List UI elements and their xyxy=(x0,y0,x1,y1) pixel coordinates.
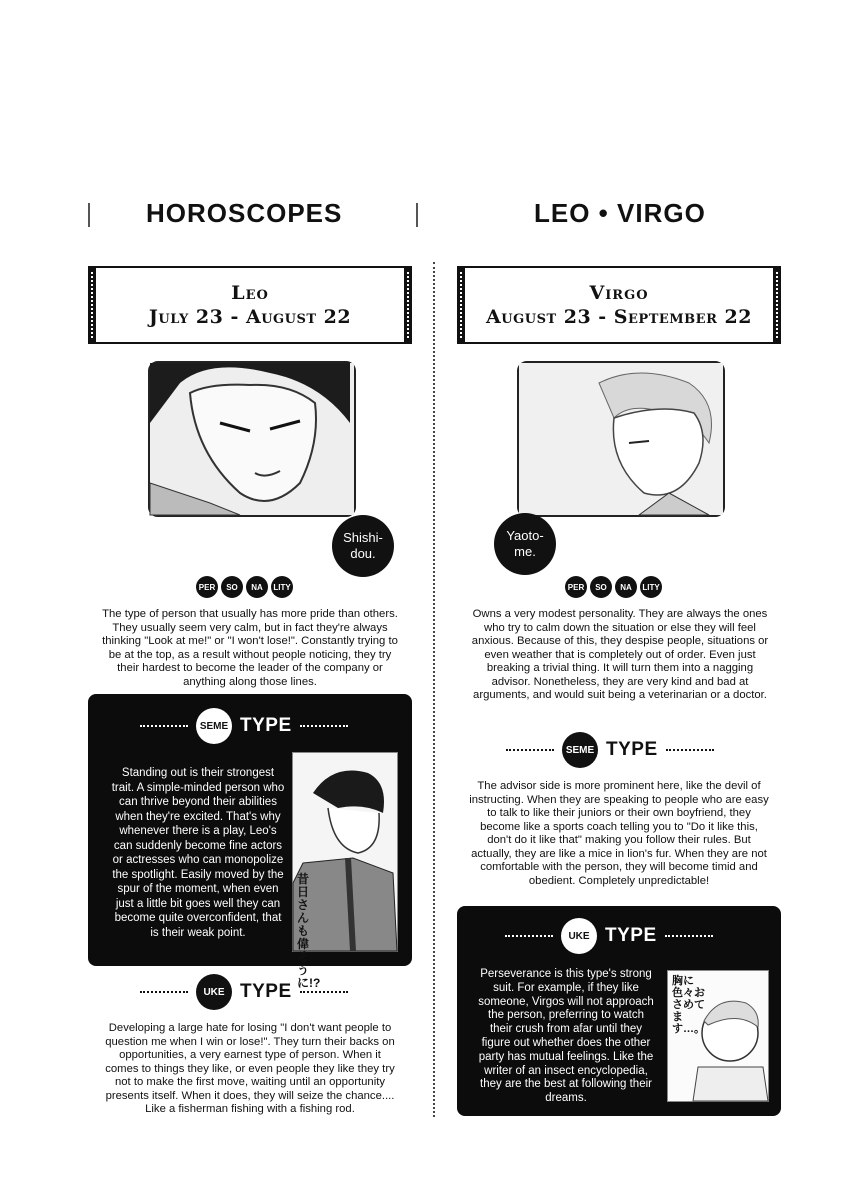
type-word: TYPE xyxy=(240,715,292,736)
dotted-rule xyxy=(665,935,713,937)
virgo-uke-text: Perseverance is this type's strong suit. For example, if they like someone, Virgos will not approach the person, preferring to watch their crush from afar until they figure out whether does the other party has mutual feelings. Like the writer of an insect encyclopedia, they are the best at following their dreams. xyxy=(478,968,654,1105)
leo-seme-panel xyxy=(88,694,412,990)
page-title-right: LEO • VIRGO xyxy=(534,198,706,228)
pill: PER xyxy=(196,576,218,598)
pill: LITY xyxy=(640,576,662,598)
leo-seme-inset-caption: 昔日さんも偉そうに!? xyxy=(297,872,321,990)
pill: LITY xyxy=(271,576,293,598)
leo-seme-heading xyxy=(140,708,348,744)
uke-badge: UKE xyxy=(561,918,597,954)
virgo-portrait xyxy=(517,361,725,517)
type-word: TYPE xyxy=(606,739,658,760)
leo-seme-text: Standing out is their strongest trait. A simple-minded person who can thrive beyond their abilities when they're excited. That's why whenever there is a play, Leo's can suddenly become fine actors or actresses who can monopolize the spotlight. Easily moved by the spur of the moment, when even just a little bit goes well they can become quite overconfident, that is their weak point. xyxy=(111,767,285,939)
virgo-uke-illustration xyxy=(667,970,769,1102)
virgo-uke-heading xyxy=(505,918,713,954)
virgo-dates: August 23 - September 22 xyxy=(486,306,752,328)
seme-badge: SEME xyxy=(196,708,232,744)
virgo-uke-panel xyxy=(457,906,781,1116)
leo-uke-text: Developing a large hate for losing "I don't want people to question me when I win or lose!". They turn their backs on opportunities, a very earnest type of person. When it comes to things they like, or even people they like they try not to make the first move, waiting until an opportunity presents itself. When it does, they will seize the chance.... Like a fisherman fishing with a fishing rod. xyxy=(105,1022,395,1115)
dotted-rule xyxy=(666,749,714,751)
leo-speech-bubble: Shishi- dou. xyxy=(332,515,394,577)
leo-banner xyxy=(88,266,412,344)
pill: NA xyxy=(246,576,268,598)
virgo-uke-inset-caption: 胸に色々おさめてます…。 xyxy=(672,975,705,1035)
virgo-sign-name: Virgo xyxy=(589,282,649,304)
virgo-banner xyxy=(457,266,781,344)
dotted-rule xyxy=(140,991,188,993)
virgo-personality-text: Owns a very modest personality. They are always the ones who try to calm down the situation or else they will feel anxious. Because of this, they despise people, situations or even weather that is completely out of order. Even just breaking a trivial thing. It will turn them into a nagging advisor. Nonetheless, they are very kind and bad at arguments, and would suit being a veterinarian or a doctor. xyxy=(471,608,769,701)
virgo-speech-bubble: Yaoto- me. xyxy=(494,513,556,575)
header-divider-right xyxy=(416,203,418,227)
uke-badge: UKE xyxy=(196,974,232,1010)
leo-portrait xyxy=(148,361,356,517)
type-word: TYPE xyxy=(240,981,292,1002)
virgo-personality-pills xyxy=(565,576,662,598)
dotted-rule xyxy=(140,725,188,727)
type-word: TYPE xyxy=(605,925,657,946)
leo-uke-heading xyxy=(140,974,348,1010)
virgo-seme-heading xyxy=(506,732,714,768)
pill: PER xyxy=(565,576,587,598)
header-divider-left xyxy=(88,203,90,227)
dotted-rule xyxy=(506,749,554,751)
dotted-rule xyxy=(300,991,348,993)
pill: SO xyxy=(221,576,243,598)
column-divider xyxy=(433,262,435,1117)
leo-dates: July 23 - August 22 xyxy=(148,306,352,328)
pill: SO xyxy=(590,576,612,598)
leo-personality-pills xyxy=(196,576,293,598)
leo-sign-name: Leo xyxy=(231,282,269,304)
page-title-left: HOROSCOPES xyxy=(146,198,343,228)
dotted-rule xyxy=(300,725,348,727)
leo-personality-text: The type of person that usually has more pride than others. They usually seem very calm, but in fact they're always thinking "Look at me!" or "I won't lose!". Constantly trying to be at the top, as a result without people noticing, they try their hardest to become the leader of the company or anything along those lines. xyxy=(102,608,398,688)
seme-badge: SEME xyxy=(562,732,598,768)
pill: NA xyxy=(615,576,637,598)
dotted-rule xyxy=(505,935,553,937)
virgo-seme-text: The advisor side is more prominent here, like the devil of instructing. When they are speaking to people who are easy to talk to like their juniors or their own boyfriend, they become like a sports coach telling you to "Do it like this, don't do it like that" making you follow their rules. But actually, they are like a mice in lion's fur. When they are not comfortable with the person, they will become timid and obedient. Completely unpredictable! xyxy=(469,780,769,887)
leo-seme-illustration xyxy=(292,752,398,990)
